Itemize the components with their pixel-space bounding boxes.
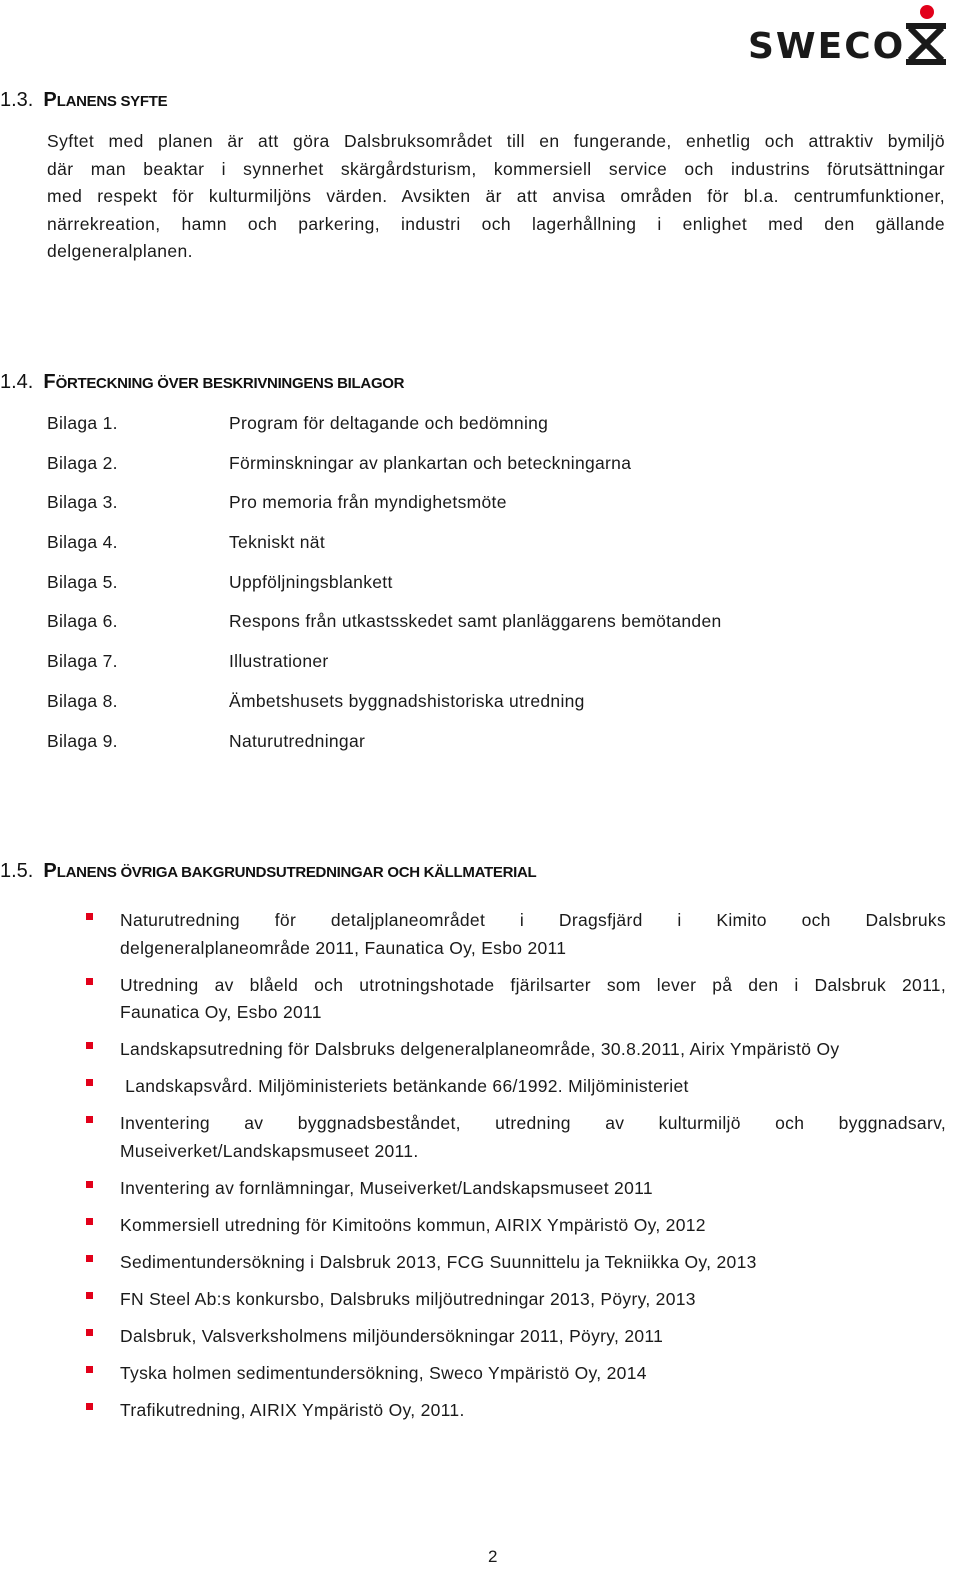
reference-item [86, 1212, 946, 1240]
appendix-item [47, 608, 947, 648]
reference-item [86, 1360, 946, 1388]
paragraph-line: där man beaktar i synnerhet skärgårdsturism, kommersiell service och industrins förutsättningar [47, 158, 945, 179]
appendix-list [47, 410, 947, 767]
reference-line: Landskapsvård. Miljöministeriets betänkande 66/1992. Miljöministeriet [120, 1076, 689, 1096]
reference-item [86, 1397, 946, 1425]
reference-line: Inventering av byggnadsbeståndet, utredning av kulturmiljö och byggnadsarv, [120, 1113, 946, 1133]
appendix-item [47, 489, 947, 529]
reference-item [86, 1110, 946, 1165]
appendix-label: Bilaga 6. [47, 611, 118, 632]
bullet-square-icon [86, 978, 93, 985]
reference-item [86, 1175, 946, 1203]
appendix-title: Uppföljningsblankett [229, 571, 393, 592]
bullet-square-icon [86, 913, 93, 920]
reference-line: Kommersiell utredning för Kimitoöns kommun, AIRIX Ympäristö Oy, 2012 [120, 1214, 706, 1235]
reference-list [86, 907, 946, 1434]
appendix-item [47, 569, 947, 609]
page-number: 2 [488, 1547, 498, 1566]
section-number: 1.5. [0, 860, 34, 882]
sweco-mark-icon [900, 2, 952, 66]
appendix-title: Tekniskt nät [229, 532, 326, 553]
bullet-square-icon [86, 1079, 93, 1086]
appendix-title: Illustrationer [229, 651, 329, 672]
appendix-item [47, 688, 947, 728]
appendix-title: Respons från utkastsskedet samt planläggarens bemötanden [229, 611, 722, 632]
reference-line: FN Steel Ab:s konkursbo, Dalsbruks miljöutredningar 2013, Pöyry, 2013 [120, 1288, 696, 1309]
logo-wordmark: SWECO [748, 26, 906, 67]
section-heading-1-5: 1.5. PLANENS ÖVRIGA BAKGRUNDSUTREDNINGAR OCH KÄLLMATERIAL [0, 860, 537, 882]
appendix-title: Pro memoria från myndighetsmöte [229, 492, 507, 513]
appendix-item [47, 450, 947, 490]
bullet-square-icon [86, 1218, 93, 1225]
bullet-square-icon [86, 1255, 93, 1262]
bullet-square-icon [86, 1292, 93, 1299]
reference-line: Naturutredning för detaljplaneområdet i Dragsfjärd i Kimito och Dalsbruks [120, 910, 946, 930]
appendix-item [47, 648, 947, 688]
reference-line: Museiverket/Landskapsmuseet 2011. [120, 1140, 419, 1161]
appendix-label: Bilaga 3. [47, 492, 118, 513]
paragraph-line: delgeneralplanen. [47, 241, 193, 261]
section-heading-1-4: 1.4. FÖRTECKNING ÖVER BESKRIVNINGENS BILAGOR [0, 371, 405, 393]
reference-line: Tyska holmen sedimentundersökning, Sweco Ympäristö Oy, 2014 [120, 1362, 647, 1383]
reference-line: delgeneralplaneområde 2011, Faunatica Oy, Esbo 2011 [120, 937, 567, 958]
reference-item [86, 907, 946, 962]
bullet-square-icon [86, 1329, 93, 1336]
paragraph-line: närrekreation, hamn och parkering, industri och lagerhållning i enlighet med den gällande [47, 213, 945, 234]
reference-line: Trafikutredning, AIRIX Ympäristö Oy, 2011. [120, 1399, 465, 1420]
appendix-label: Bilaga 5. [47, 571, 118, 592]
reference-line: Utredning av blåeld och utrotningshotade fjärilsarter som lever på den i Dalsbruk 2011, [120, 974, 946, 995]
bullet-square-icon [86, 1181, 93, 1188]
appendix-title: Naturutredningar [229, 730, 366, 751]
appendix-title: Förminskningar av plankartan och beteckningarna [229, 452, 632, 473]
bullet-square-icon [86, 1366, 93, 1373]
appendix-label: Bilaga 8. [47, 690, 118, 711]
appendix-label: Bilaga 2. [47, 452, 118, 473]
reference-item [86, 1073, 946, 1101]
appendix-label: Bilaga 1. [47, 413, 118, 433]
bullet-square-icon [86, 1042, 93, 1049]
appendix-label: Bilaga 4. [47, 532, 118, 553]
reference-line: Faunatica Oy, Esbo 2011 [120, 1002, 322, 1022]
bullet-square-icon [86, 1403, 93, 1410]
reference-item [86, 972, 946, 1027]
reference-item [86, 1249, 946, 1277]
appendix-item [47, 728, 947, 768]
appendix-item [47, 529, 947, 569]
section-number: 1.4. [0, 371, 34, 393]
reference-line: Sedimentundersökning i Dalsbruk 2013, FCG Suunnittelu ja Tekniikka Oy, 2013 [120, 1251, 757, 1272]
paragraph-line: med respekt för kulturmiljöns värden. Avsikten är att anvisa områden för bl.a. centrumfunktioner, [47, 186, 945, 206]
sweco-logo [748, 2, 952, 66]
reference-item [86, 1286, 946, 1314]
section-1-3-paragraph [47, 128, 945, 266]
appendix-label: Bilaga 9. [47, 730, 118, 751]
appendix-title: Program för deltagande och bedömning [229, 413, 549, 433]
reference-line: Inventering av fornlämningar, Museiverket/Landskapsmuseet 2011 [120, 1177, 653, 1198]
reference-line: Landskapsutredning för Dalsbruks delgeneralplaneområde, 30.8.2011, Airix Ympäristö Oy [120, 1039, 840, 1059]
appendix-item [47, 410, 947, 450]
reference-item [86, 1036, 946, 1064]
appendix-label: Bilaga 7. [47, 651, 118, 672]
paragraph-line: Syftet med planen är att göra Dalsbruksområdet till en fungerande, enhetlig och attraktiv bymiljö [47, 131, 945, 151]
reference-item [86, 1323, 946, 1351]
section-heading-1-3: 1.3. PLANENS SYFTE [0, 89, 168, 111]
section-number: 1.3. [0, 89, 34, 111]
appendix-title: Ämbetshusets byggnadshistoriska utredning [229, 690, 585, 711]
reference-line: Dalsbruk, Valsverksholmens miljöundersökningar 2011, Pöyry, 2011 [120, 1325, 664, 1346]
bullet-square-icon [86, 1116, 93, 1123]
